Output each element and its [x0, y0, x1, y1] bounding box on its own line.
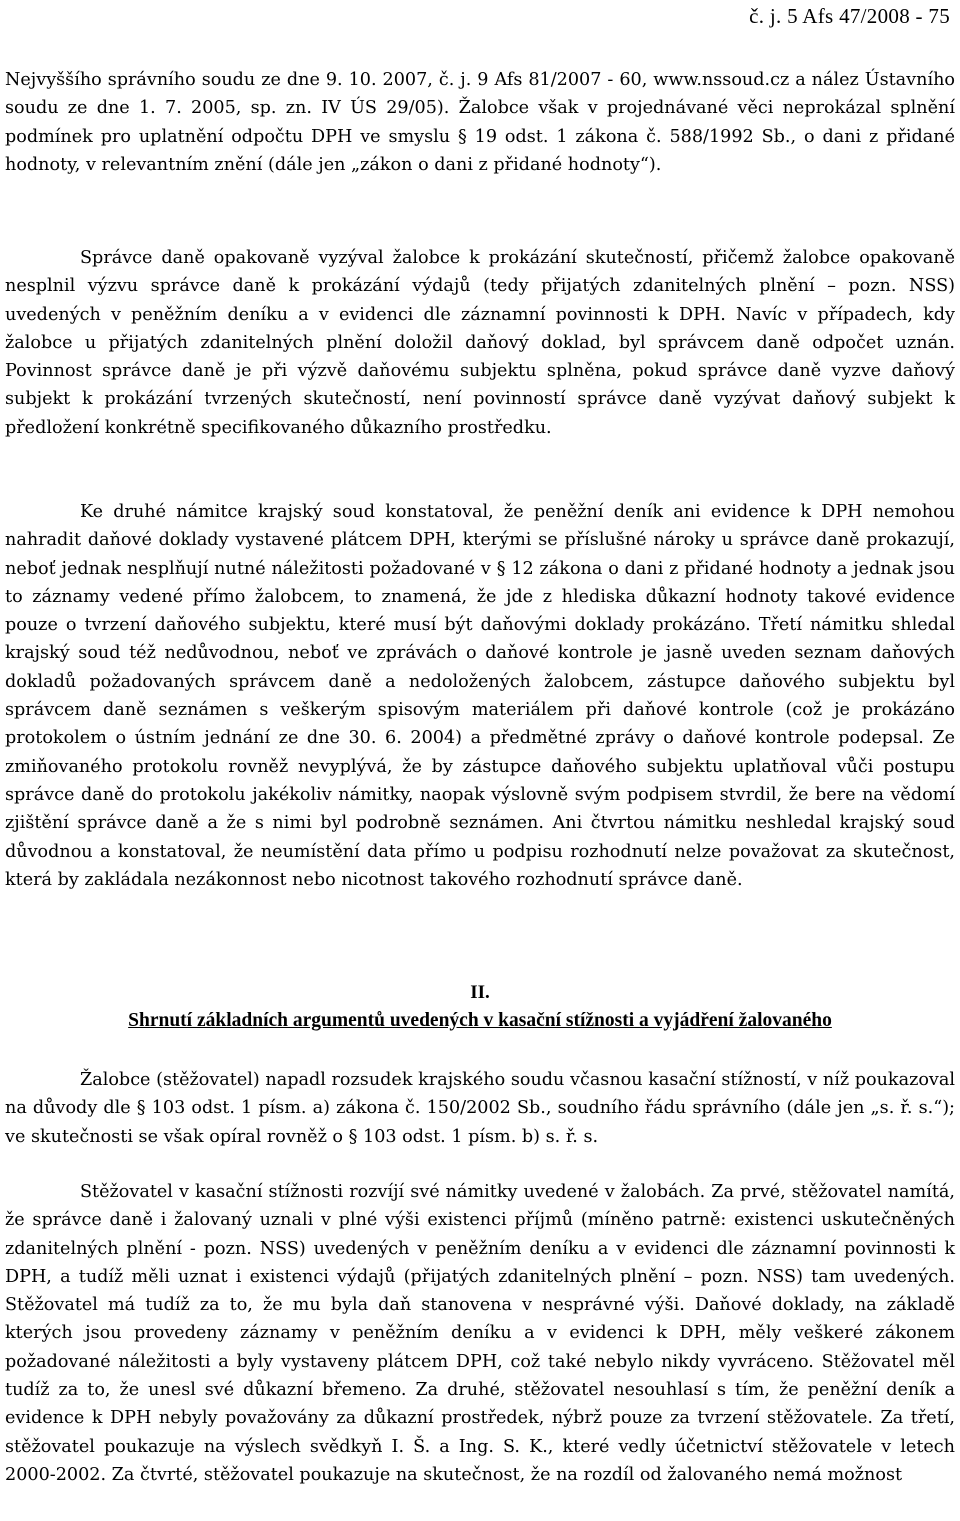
- case-reference: č. j. 5 Afs 47/2008 - 75: [749, 4, 950, 28]
- section-number: II.: [470, 982, 490, 1003]
- paragraph-4: Žalobce (stěžovatel) napadl rozsudek krajského soudu včasnou kasační stížností, v níž poukazoval na důvody dle § 103 odst. 1 písm. a) zákona č. 150/2002 Sb., soudního řádu správního (dále jen „s. ř. s.“); ve skutečnosti se však opíral rovněž o § 103 odst. 1 písm. b) s. ř. s.: [5, 1070, 955, 1147]
- paragraph-continuation: [5, 66, 955, 179]
- paragraph-3: Ke druhé námitce krajský soud konstatoval, že peněžní deník ani evidence k DPH nemohou nahradit daňové doklady vystavené plátcem DPH, kterými se příslušné nároky u správce daně prokazují, neboť jednak nesplňují nutné náležitosti požadované v § 12 zákona o dani z přidané hodnoty a jednak jsou to záznamy vedené přímo žalobcem, to znamená, že jde z hlediska důkazní hodnoty takové evidence pouze o tvrzení daňového subjektu, které musí být daňovými doklady prokázáno. Třetí námitku shledal krajský soud též nedůvodnou, neboť ve zprávách o daňové kontrole je jasně uveden seznam daňových dokladů požadovaných správcem daně a nedoložených žalobcem, zástupce daňového subjektu byl správcem daně seznámen s veškerým spisovým materiálem při daňové kontrole (což je prokázáno protokolem o ústním jednání ze dne 30. 6. 2004) a předmětné zprávy o daňové kontrole podepsal. Ze zmiňovaného protokolu rovněž nevyplývá, že by zástupce daňového subjektu uplatňoval vůči postupu správce daně do protokolu jakékoliv námitky, naopak výslovně svým podpisem stvrdil, že bere na vědomí zjištění správce daně a že s nimi byl podrobně seznámen. Ani čtvrtou námitku neshledal krajský soud důvodnou a konstatoval, že neumístění data přímo u podpisu rozhodnutí nelze považovat za skutečnost, která by zakládala nezákonnost nebo nicotnost takového rozhodnutí správce daně.: [5, 502, 955, 890]
- paragraph-block-5: [5, 1178, 955, 1489]
- paragraph-1: Nejvyššího správního soudu ze dne 9. 10. 2007, č. j. 9 Afs 81/2007 - 60, www.nssoud.cz a nález Ústavního soudu ze dne 1. 7. 2005, sp. zn. IV ÚS 29/05). Žalobce však v projednávané věci neprokázal splnění podmínek pro uplatnění odpočtu DPH ve smyslu § 19 odst. 1 zákona č. 588/1992 Sb., o dani z přidané hodnoty, v relevantním znění (dále jen „zákon o dani z přidané hodnoty“).: [5, 70, 955, 175]
- paragraph-block-2: [5, 244, 955, 442]
- paragraph-block-3: [5, 498, 955, 894]
- paragraph-5: Stěžovatel v kasační stížnosti rozvíjí své námitky uvedené v žalobách. Za prvé, stěžovatel namítá, že správce daně i žalovaný uznali v plné výši existenci příjmů (míněno patrně: existenci uskutečněných zdanitelných plnění - pozn. NSS) uvedených v peněžním deníku a v evidenci dle záznamní povinnosti k DPH, a tudíž měli uznat i existenci výdajů (přijatých zdanitelných plnění – pozn. NSS) tam uvedených. Stěžovatel má tudíž za to, že mu byla daň stanovena v nesprávné výši. Daňové doklady, na základě kterých jsou provedeny záznamy v peněžním deníku a v evidenci k DPH, měly veškeré zákonem požadované náležitosti a byly vystaveny plátcem DPH, což také nebylo nikdy vyvráceno. Stěžovatel měl tudíž za to, že unesl své důkazní břemeno. Za druhé, stěžovatel nesouhlasí s tím, že peněžní deník a evidence k DPH nebyly považovány za důkazní prostředek, nýbrž pouze za tvrzení stěžovatele. Za třetí, stěžovatel poukazuje na výslech svědkyň I. Š. a Ing. S. K., které vedly účetnictví stěžovatele v letech 2000-2002. Za čtvrté, stěžovatel poukazuje na skutečnost, že na rozdíl od žalovaného nemá možnost: [5, 1182, 955, 1485]
- paragraph-2: Správce daně opakovaně vyzýval žalobce k prokázání skutečností, přičemž žalobce opakovaně nesplnil výzvu správce daně k prokázání výdajů (tedy přijatých zdanitelných plnění – pozn. NSS) uvedených v peněžním deníku a v evidenci dle záznamní povinnosti k DPH. Navíc v případech, kdy žalobce u přijatých zdanitelných plnění doložil daňový doklad, byl správcem daně odpočet uznán. Povinnost správce daně je při výzvě daňovému subjektu splněna, pokud správce daně vyzve daňový subjekt k prokázání tvrzených skutečností, není povinností správce daně vyzývat daňový subjekt k předložení konkrétně specifikovaného důkazního prostředku.: [5, 248, 955, 438]
- paragraph-block-4: [5, 1066, 955, 1151]
- section-heading: Shrnutí základních argumentů uvedených v kasační stížnosti a vyjádření žalovaného: [128, 1010, 832, 1031]
